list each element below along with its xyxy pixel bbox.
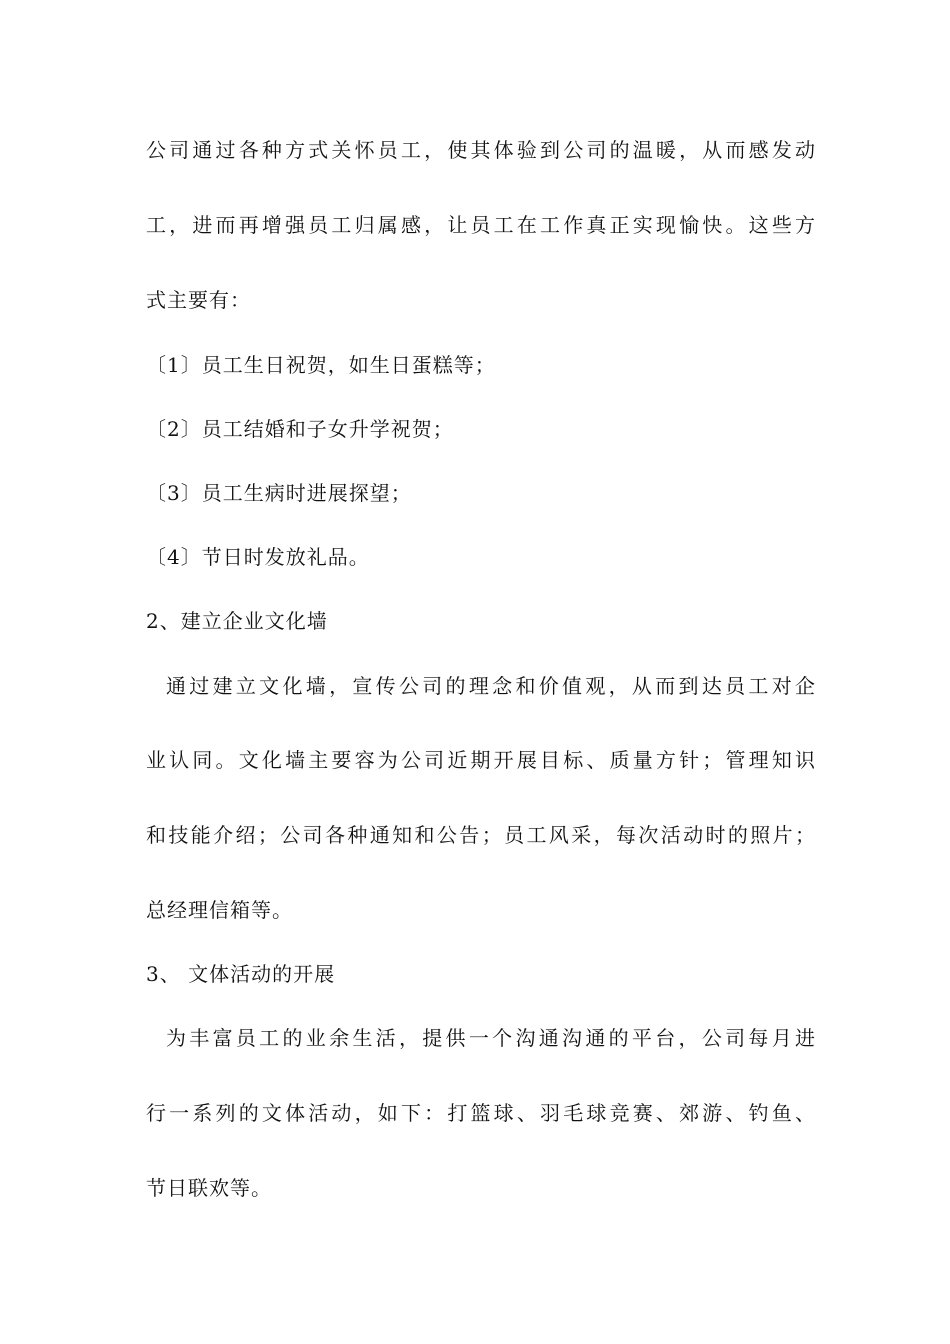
- section-heading: 2、建立企业文化墙: [146, 609, 328, 633]
- list-item: 〔4〕节日时发放礼品。: [146, 545, 370, 569]
- list-item: 〔1〕员工生日祝贺，如生日蛋糕等；: [146, 353, 496, 377]
- intro-line-2: 工，进而再增强员工归属感，让员工在工作真正实现愉快。这些方: [146, 213, 816, 237]
- paragraph-line: 为丰富员工的业余生活，提供一个沟通沟通的平台，公司每月进: [166, 1026, 816, 1050]
- section-heading: 3、 文体活动的开展: [146, 962, 336, 986]
- list-item: 〔3〕员工生病时进展探望；: [146, 481, 412, 505]
- list-item: 〔2〕员工结婚和子女升学祝贺；: [146, 417, 454, 441]
- intro-line-3: 式主要有：: [146, 288, 251, 312]
- paragraph-line: 业认同。文化墙主要容为公司近期开展目标、质量方针；管理知识: [146, 748, 816, 772]
- paragraph-line: 和技能介绍；公司各种通知和公告；员工风采，每次活动时的照片；: [146, 823, 816, 847]
- paragraph-line: 节日联欢等。: [146, 1176, 272, 1200]
- paragraph-line: 总经理信箱等。: [146, 898, 293, 922]
- paragraph-line: 行一系列的文体活动，如下：打篮球、羽毛球竞赛、郊游、钓鱼、: [146, 1101, 816, 1125]
- intro-line-1: 公司通过各种方式关怀员工，使其体验到公司的温暖，从而感发动: [146, 138, 816, 162]
- paragraph-line: 通过建立文化墙，宣传公司的理念和价值观，从而到达员工对企: [166, 674, 816, 698]
